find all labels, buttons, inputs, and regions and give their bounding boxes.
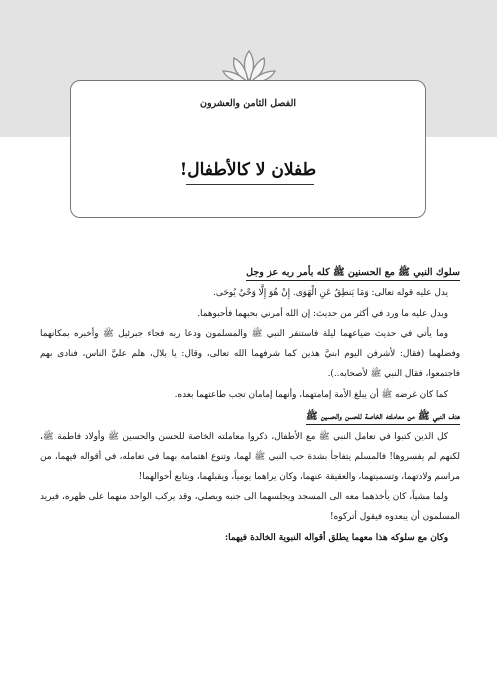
paragraph: كل الذين كتبوا في تعامل النبي ﷺ مع الأطفال، ذكروا معاملته الخاصة للحسن والحسين ﷺ وأولاد فاطمة ﷺ، لكنهم لم يفسروها! فالمسلم يتفاجأ بشدة حب النبي ﷺ لهما، وتنوع اهتمامه بهما في تعامله، في أقواله فيهما، من مراسم ولادتهما، وتسميتهما، والعقيقة عنهما، وكان يراهما يومياً، ويقبلهما، ويتابع أحوالهما! bbox=[40, 432, 460, 482]
section-heading: سلوك النبي ﷺ مع الحسنين ﷺ كله بأمر ربه عز وجل bbox=[40, 262, 460, 284]
paragraph: ويدل عليه ما ورد في أكثر من حديث: إن الله أمرني بحبهما فأحبوهما. bbox=[197, 308, 448, 319]
paragraph: ولما مشياً، كان يأخذهما معه الى المسجد ويجلسهما الى جنبه ويصلي، وقد يركب الواحد منهما على ظهره، فيريد المسلمون أن يبعدوه فيقول أتركوه! bbox=[40, 492, 460, 523]
paragraph: يدل عليه قوله تعالى: وَمَا يَنطِقُ عَنِ الْهَوَى. إِنْ هُوَ إِلَّا وَحْيٌ يُوحَى. bbox=[213, 288, 448, 298]
section-heading: هدف النبي ﷺ من معاملته الخاصة للحسن والحسين ﷺ bbox=[40, 406, 460, 428]
paragraph: وما يأتي في حديث ضياعهما ليلة فاستنفر النبي ﷺ والمسلمون ودعا ربه فجاء جبرئيل ﷺ وأخبره بمكانهما وفضلهما (فقال: لأشرفن اليوم ابنيَّ هذين كما شرفهما الله تعالى، وقال: يا بلال، هلم عليَّ الناس، فنادى بهم فاجتمعوا، فقال النبي ﷺ لأصحابه..). bbox=[40, 329, 460, 379]
chapter-header-box bbox=[70, 80, 426, 218]
page-body bbox=[40, 262, 460, 549]
paragraph: كما كان غرضه ﷺ أن يبلغ الأمة إمامتهما، وأنهما إمامان تجب طاعتهما بعده. bbox=[174, 389, 448, 400]
paragraph: وكان مع سلوكه هذا معهما يطلق أقواله النبوية الخالدة فيهما: bbox=[224, 532, 448, 543]
chapter-number-label: الفصل الثامن والعشرون bbox=[200, 98, 296, 109]
chapter-title: طفلان لا كالأطفال! bbox=[179, 160, 317, 180]
chapter-title-underline bbox=[186, 184, 314, 185]
